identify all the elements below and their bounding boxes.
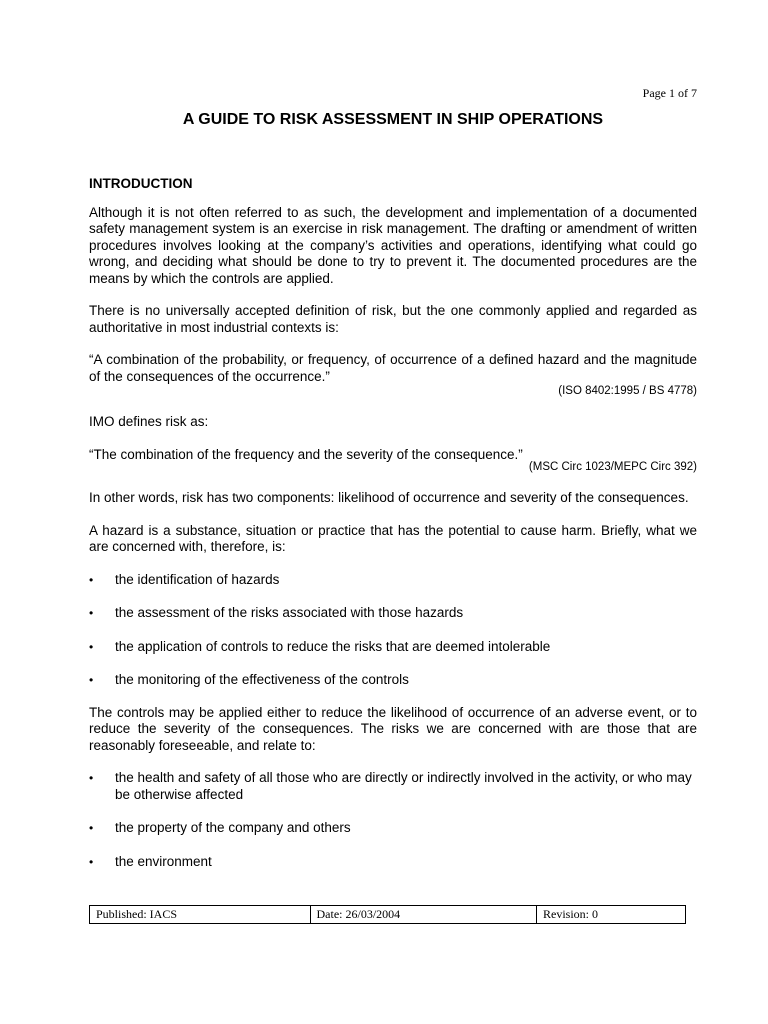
section-heading: INTRODUCTION: [89, 176, 193, 191]
citation-msc: (MSC Circ 1023/MEPC Circ 392): [528, 461, 697, 473]
bullet-icon: •: [89, 639, 94, 654]
list-item: [89, 639, 697, 656]
list-item-text: the environment: [115, 853, 212, 869]
citation-iso: (ISO 8402:1995 / BS 4778): [558, 385, 697, 397]
paragraph-risk-definition-lead: There is no universally accepted definition of risk, but the one commonly applied and regarded as authoritative in most industrial contexts is:: [89, 303, 697, 335]
footer-table: [89, 905, 686, 924]
document-title: A GUIDE TO RISK ASSESSMENT IN SHIP OPERATIONS: [182, 111, 604, 128]
list-concerns: [89, 572, 697, 689]
list-item: [89, 572, 697, 589]
bullet-icon: •: [89, 854, 94, 869]
footer-revision: Revision: 0: [536, 906, 685, 924]
list-risks: [89, 770, 697, 870]
list-item: [89, 605, 697, 622]
list-item-text: the health and safety of all those who are directly or indirectly involved in the activity, or who may be otherwise affected: [115, 770, 692, 802]
list-item-text: the monitoring of the effectiveness of the controls: [115, 672, 409, 687]
quote-imo-definition: “The combination of the frequency and the severity of the consequence.”: [89, 446, 523, 462]
bullet-icon: •: [89, 673, 94, 687]
list-item: [89, 820, 697, 837]
bullet-icon: •: [89, 572, 94, 587]
footer-published: Published: IACS: [90, 906, 311, 924]
bullet-icon: •: [89, 606, 94, 620]
paragraph-controls: The controls may be applied either to reduce the likelihood of occurrence of an adverse event, or to reduce the severity of the consequences. The risks we are concerned with are those that are reasonably foreseeable, and relate to:: [89, 704, 697, 753]
paragraph-imo-lead: IMO defines risk as:: [89, 414, 209, 429]
paragraph-intro: Although it is not often referred to as such, the development and implementation of a documented safety management system is an exercise in risk management. The drafting or amendment of written procedures involves looking at the company’s activities and operations, identifying what could go wrong, and deciding what should be done to try to prevent it. The documented procedures are the means by which the controls are applied.: [89, 204, 697, 286]
list-item-text: the application of controls to reduce the risks that are deemed intolerable: [115, 638, 551, 654]
list-item: [89, 854, 697, 871]
footer-date: Date: 26/03/2004: [310, 906, 536, 924]
page-number: Page 1 of 7: [642, 86, 697, 100]
list-item: [89, 770, 697, 803]
list-item-text: the assessment of the risks associated with those hazards: [115, 605, 464, 620]
bullet-icon: •: [89, 771, 94, 785]
list-item-text: the identification of hazards: [115, 571, 280, 587]
quote-iso-definition: “A combination of the probability, or frequency, of occurrence of a defined hazard and the magnitude of the consequences of the occurrence.”: [89, 352, 697, 384]
list-item-text: the property of the company and others: [115, 820, 351, 835]
footer-row: [90, 906, 686, 924]
paragraph-two-components: In other words, risk has two components: likelihood of occurrence and severity of the consequences.: [89, 490, 689, 505]
bullet-icon: •: [89, 821, 94, 835]
list-item: [89, 672, 697, 689]
paragraph-hazard: A hazard is a substance, situation or practice that has the potential to cause harm. Briefly, what we are concerned with, therefore, is:: [89, 522, 697, 554]
document-body: [89, 176, 697, 886]
